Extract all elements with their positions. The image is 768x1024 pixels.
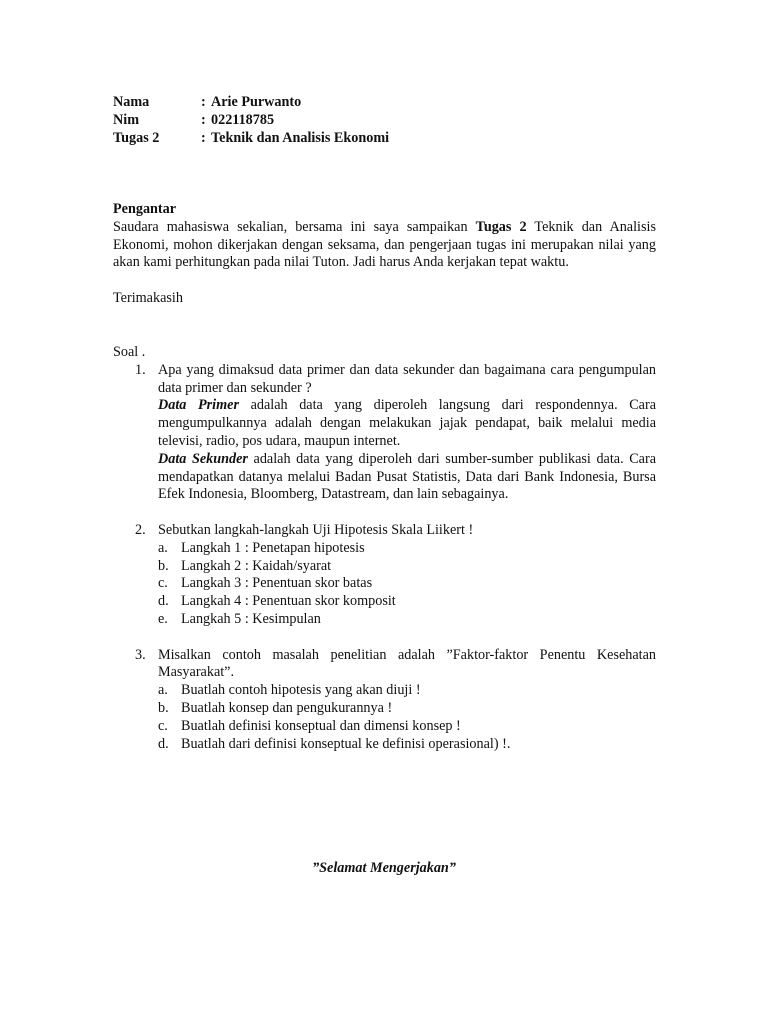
list-item	[158, 611, 656, 629]
question-3	[113, 647, 656, 754]
list-item-label: a.	[158, 539, 168, 556]
question-body	[158, 647, 656, 754]
question-number: 2.	[135, 521, 146, 538]
info-value: Teknik dan Analisis Ekonomi	[211, 129, 390, 146]
question-2	[113, 522, 656, 629]
closing-text: ”Selamat Mengerjakan”	[312, 860, 456, 876]
list-item-label: a.	[158, 682, 168, 699]
list-item	[158, 718, 656, 736]
answer-primer	[158, 397, 656, 450]
list-item-text: Buatlah contoh hipotesis yang akan diuji !	[181, 682, 421, 699]
info-row-nim	[113, 112, 653, 130]
list-item	[158, 558, 656, 576]
term-data-primer: Data Primer	[158, 397, 239, 414]
student-info	[113, 94, 653, 147]
info-row-tugas	[113, 130, 653, 148]
info-colon: :	[201, 129, 206, 146]
list-item-label: e.	[158, 610, 168, 627]
info-value: 022118785	[211, 111, 275, 128]
question-1	[113, 362, 656, 504]
info-label: Tugas 2	[113, 129, 160, 146]
list-item-text: Buatlah definisi konseptual dan dimensi konsep !	[181, 717, 461, 734]
list-item-text: Buatlah konsep dan pengukurannya !	[181, 699, 393, 716]
list-item-text: Langkah 4 : Penentuan skor komposit	[181, 593, 396, 610]
list-item-label: d.	[158, 735, 169, 752]
info-colon: :	[201, 94, 206, 110]
answer-primer-text: adalah data yang diperoleh langsung dari respondennya. Cara mengumpulkannya adalah dengan melakukan jajak pendapat, baik melalui media televisi, radio, pos udara, maupun internet.	[158, 397, 657, 449]
answer-sekunder	[158, 451, 656, 504]
list-item	[158, 593, 656, 611]
info-row-nama	[113, 94, 653, 112]
list-item-label: c.	[158, 717, 168, 734]
list-item-label: d.	[158, 593, 169, 610]
question-number: 1.	[135, 361, 146, 378]
info-label: Nama	[113, 94, 150, 110]
list-item	[158, 736, 656, 754]
info-colon: :	[201, 111, 206, 128]
intro-heading: Pengantar	[113, 201, 177, 217]
list-item-text: Langkah 2 : Kaidah/syarat	[181, 557, 332, 574]
answer-sekunder-text: adalah data yang diperoleh dari sumber-sumber publikasi data. Cara mendapatkan datanya melalui Badan Pusat Statistis, Data dari Bank Indonesia, Bursa Efek Indonesia, Bloomberg, Datastream, dan lain sebagainya.	[158, 450, 656, 503]
question-number: 3.	[135, 646, 146, 663]
question-body	[158, 362, 656, 504]
questions-heading: Soal .	[113, 344, 146, 360]
list-item-text: Langkah 5 : Kesimpulan	[181, 610, 321, 627]
list-item-label: b.	[158, 699, 169, 716]
info-value: Arie Purwanto	[211, 94, 302, 110]
question-text: Apa yang dimaksud data primer dan data sekunder dan bagaimana cara pengumpulan data primer dan sekunder ?	[158, 361, 656, 396]
list-item-text: Langkah 1 : Penetapan hipotesis	[181, 539, 365, 556]
intro-section	[113, 201, 656, 272]
list-item	[158, 700, 656, 718]
list-item-text: Langkah 3 : Penentuan skor batas	[181, 575, 373, 592]
questions-section	[113, 344, 656, 753]
question-text: Sebutkan langkah-langkah Uji Hipotesis Skala Liikert !	[158, 521, 474, 538]
list-item	[158, 540, 656, 558]
term-data-sekunder: Data Sekunder	[158, 450, 248, 467]
list-item-label: b.	[158, 557, 169, 574]
list-item	[158, 575, 656, 593]
intro-text-before: Saudara mahasiswa sekalian, bersama ini saya sampaikan	[113, 218, 476, 235]
intro-text-after: Teknik dan Analisis Ekonomi, mohon dikerjakan dengan seksama, dan pengerjaan tugas ini merupakan nilai yang akan kami perhitungkan pada nilai Tuton. Jadi harus Anda kerjakan tepat waktu.	[113, 218, 656, 271]
list-item-text: Buatlah dari definisi konseptual ke definisi operasional) !.	[181, 735, 511, 752]
info-label: Nim	[113, 111, 140, 128]
question-body	[158, 522, 656, 629]
list-item-label: c.	[158, 575, 168, 592]
intro-text-bold: Tugas 2	[475, 218, 527, 235]
list-item	[158, 682, 656, 700]
question-text: Misalkan contoh masalah penelitian adalah ”Faktor-faktor Penentu Kesehatan Masyarakat”.	[158, 646, 656, 681]
thanks-text: Terimakasih	[113, 290, 183, 306]
intro-paragraph	[113, 219, 656, 272]
